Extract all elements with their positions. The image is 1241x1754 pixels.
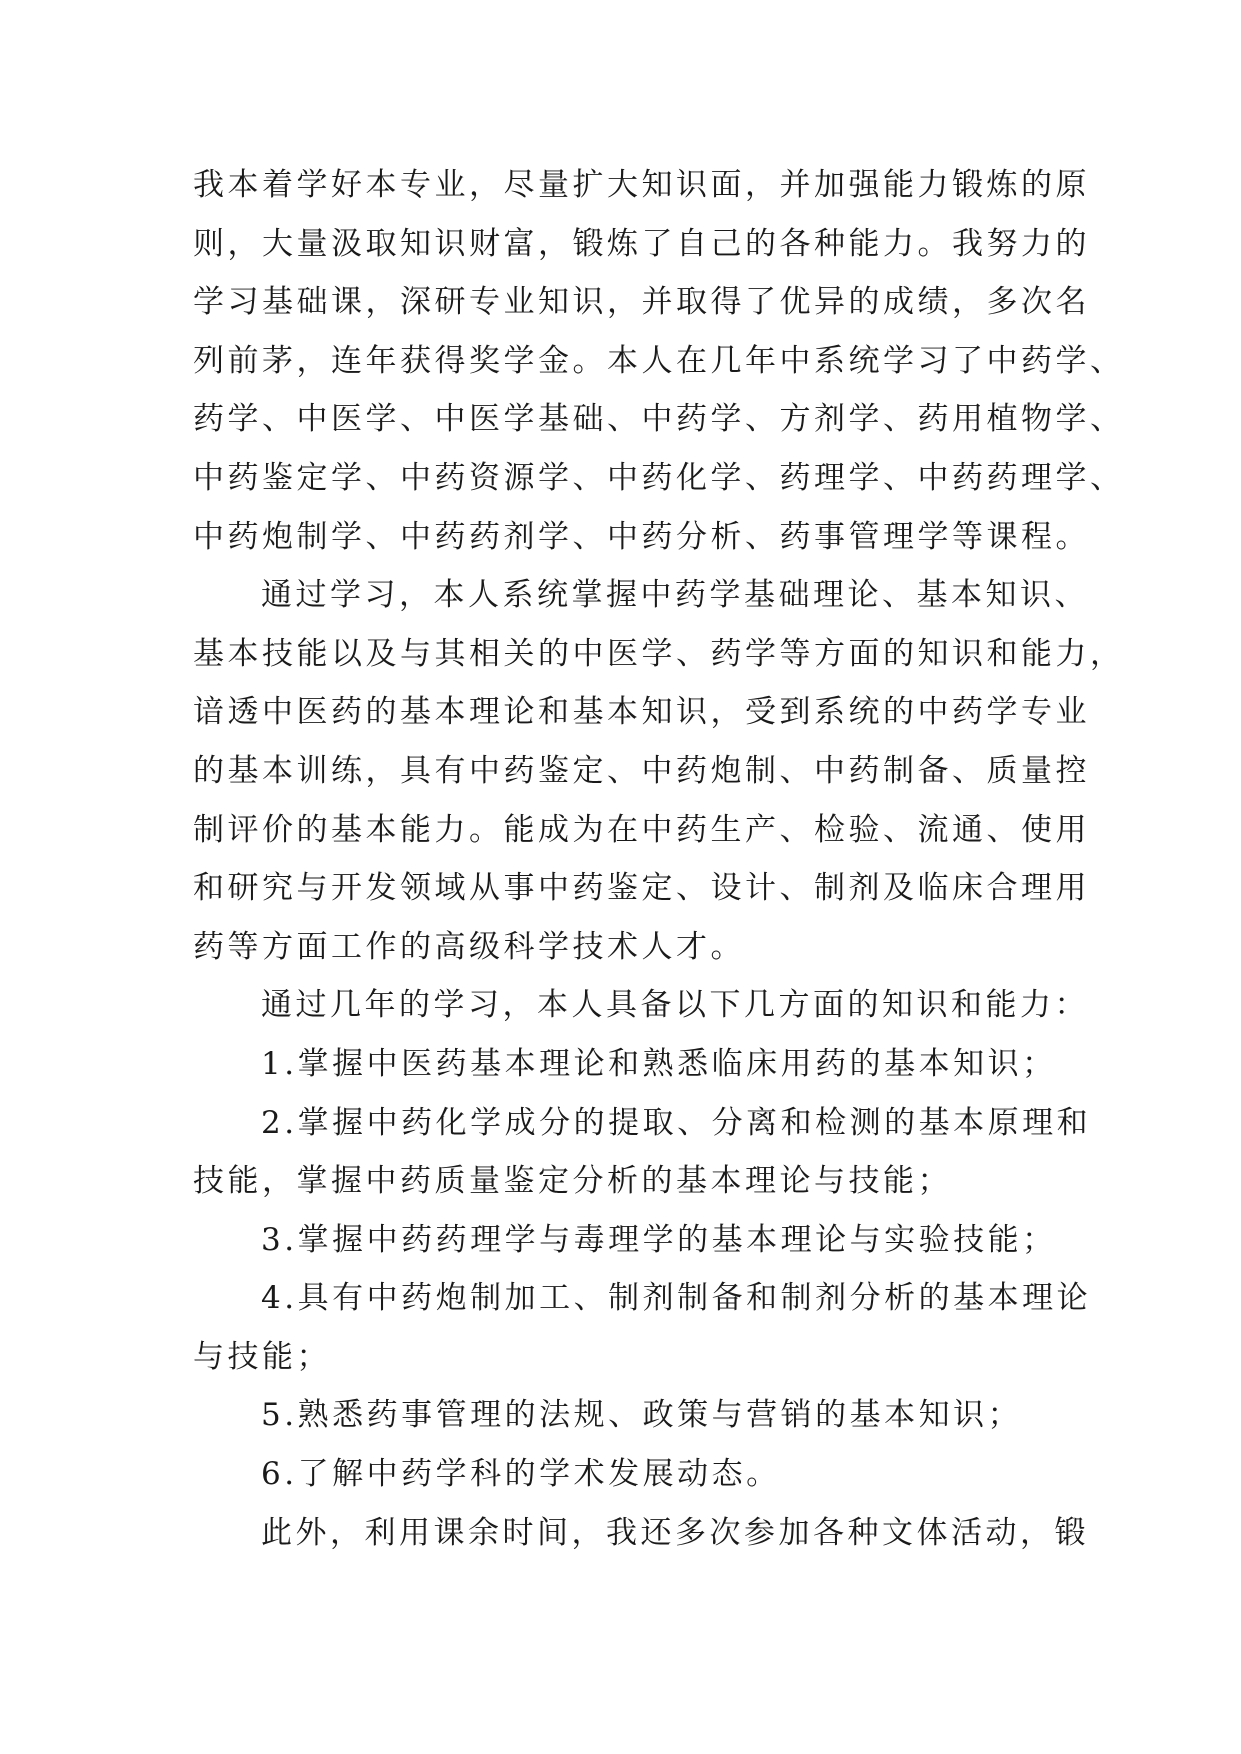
text-line: 4.具有中药炮制加工、制剂制备和制剂分析的基本理论 — [261, 1280, 1092, 1317]
text-line: 技能，掌握中药质量鉴定分析的基本理论与技能； — [193, 1163, 952, 1200]
text-line: 中药炮制学、中药药剂学、中药分析、药事管理学等课程。 — [193, 518, 1090, 555]
text-line: 1.掌握中医药基本理论和熟悉临床用药的基本知识； — [261, 1045, 1057, 1082]
text-line: 和研究与开发领域从事中药鉴定、设计、制剂及临床合理用 — [193, 870, 1090, 907]
text-line: 谙透中医药的基本理论和基本知识，受到系统的中药学专业 — [193, 694, 1090, 731]
text-line: 中药鉴定学、中药资源学、中药化学、药理学、中药药理学、 — [193, 459, 1125, 496]
text-line: 通过几年的学习，本人具备以下几方面的知识和能力： — [261, 987, 1089, 1024]
text-line: 药学、中医学、中医学基础、中药学、方剂学、药用植物学、 — [193, 401, 1125, 438]
text-line: 5.熟悉药事管理的法规、政策与营销的基本知识； — [261, 1397, 1023, 1434]
text-line: 的基本训练，具有中药鉴定、中药炮制、中药制备、质量控 — [193, 752, 1090, 789]
text-line: 通过学习，本人系统掌握中药学基础理论、基本知识、 — [261, 577, 1089, 614]
text-line: 我本着学好本专业，尽量扩大知识面，并加强能力锻炼的原 — [193, 167, 1090, 203]
body-text — [193, 156, 1125, 1562]
text-line: 药等方面工作的高级科学技术人才。 — [193, 928, 745, 965]
text-line: 学习基础课，深研专业知识，并取得了优异的成绩，多次名 — [193, 284, 1090, 321]
text-line: 6.了解中药学科的学术发展动态。 — [261, 1456, 781, 1493]
text-line: 则，大量汲取知识财富，锻炼了自己的各种能力。我努力的 — [193, 225, 1090, 262]
text-line: 3.掌握中药药理学与毒理学的基本理论与实验技能； — [261, 1221, 1057, 1258]
text-line: 制评价的基本能力。能成为在中药生产、检验、流通、使用 — [193, 811, 1090, 848]
text-line: 2.掌握中药化学成分的提取、分离和检测的基本原理和 — [261, 1104, 1092, 1141]
text-line: 此外，利用课余时间，我还多次参加各种文体活动，锻 — [261, 1514, 1089, 1551]
text-line: 列前茅，连年获得奖学金。本人在几年中系统学习了中药学、 — [193, 342, 1125, 379]
text-line: 基本技能以及与其相关的中医学、药学等方面的知识和能力， — [193, 635, 1125, 672]
text-line: 与技能； — [193, 1338, 331, 1375]
